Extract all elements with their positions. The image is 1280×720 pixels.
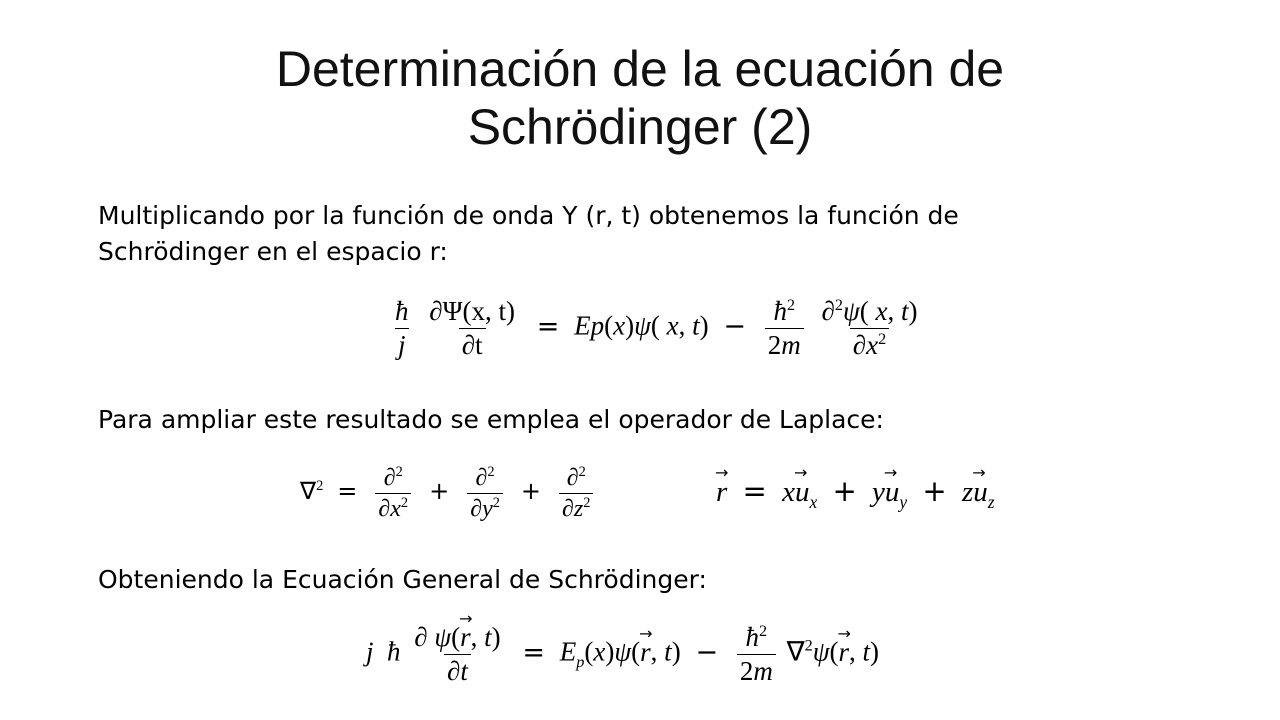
paragraph-laplace: Para ampliar este resultado se emplea el operador de Laplace:: [98, 405, 884, 434]
fraction-hbar2-over-2m: $\frac{ħ^2}{2m}$: [765, 296, 804, 361]
fraction-d2-dx2: $\frac{\partial^2}{\partial x^2}$: [375, 464, 411, 523]
slide-title-line-1: Determinación de la ecuación de: [275, 41, 1005, 97]
paragraph-1-line-1: Multiplicando por la función de onda Y (r, t) obtenemos la función de: [98, 201, 959, 230]
fraction-dpsi-dt: $\frac{\partial\Psi(x, t)}{\partial t}$: [429, 296, 515, 360]
paragraph-wavefunction: [98, 198, 1218, 270]
equation-schrodinger-general: j ħ $\frac{\partial \psi(\to r, t)}{\partial t}$ = $E_p(x)\psi(\to r$, t) − $\frac{ħ^2}{2m}$ ∇$^2$ψ(→ r, t): [366, 622, 879, 687]
fraction-hbar2-over-2m-general: $\frac{ħ^2}{2m}$: [737, 622, 776, 687]
equation-laplacian: ∇$^2$ = $\frac{\partial^2}{\partial x^2}$ + $\frac{\partial^2}{\partial y^2}$ + $\frac{\partial^2}{\partial z^2}$: [300, 464, 597, 523]
slide-title-line-2: Schrödinger (2): [467, 99, 813, 155]
paragraph-general-equation: Obteniendo la Ecuación General de Schrödinger:: [98, 565, 707, 594]
fraction-d2-dy2: $\frac{\partial^2}{\partial y^2}$: [467, 464, 503, 523]
equation-schrodinger-1d: $\frac{ħ}{j}$ $\frac{\partial\Psi(x, t)}{\partial t}$ = Ep(x)ψ( x, t) − $\frac{ħ^2}{2m}$ $\frac{\partial^2\psi( x, t)}{\partial x^2}$: [388, 296, 924, 361]
fraction-d2psi-dx2: $\frac{\partial^2\psi( x, t)}{\partial x^2}$: [821, 296, 918, 360]
fraction-dpsi-dt-general: $\frac{\partial \psi(\to r, t)}{\partial t}$: [411, 622, 503, 687]
slide-title: [0, 40, 1280, 156]
paragraph-1-line-2: Schrödinger en el espacio r:: [98, 237, 448, 266]
fraction-hbar-over-j: $\frac{ħ}{j}$: [395, 296, 409, 360]
fraction-d2-dz2: $\frac{\partial^2}{\partial z^2}$: [559, 464, 593, 523]
equation-position-vector: → $r = x\to u_x + y\to u_y + z\to u_z$: [716, 474, 995, 513]
